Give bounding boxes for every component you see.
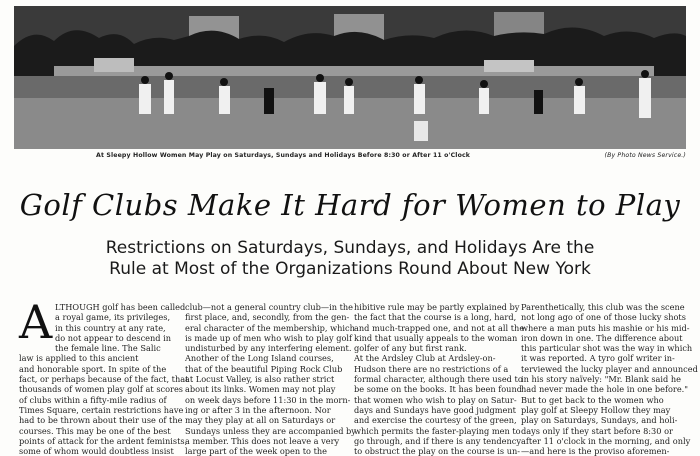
text-line: is made up of men who wish to play golf: [185, 332, 353, 343]
text-line: may they play at all on Saturdays or: [185, 415, 336, 426]
text-line: after 11 o'clock in the morning, and only: [521, 435, 691, 446]
text-line: a royal game, its privileges,: [55, 312, 171, 323]
text-line: be some on the books. It has been found: [354, 384, 522, 395]
text-line: But to get back to the women who: [521, 394, 664, 405]
text-line: fact, or perhaps because of the fact, that: [19, 374, 189, 385]
article-column-3: [354, 302, 525, 456]
text-line: undisturbed by any interfering element.: [185, 343, 352, 354]
text-line: about its links. Women may not play: [185, 384, 336, 395]
text-line: golfer of any but first rank.: [354, 343, 467, 354]
text-line: of clubs within a fifty-mile radius of: [19, 394, 167, 405]
text-line: the female line. The Salic: [55, 343, 161, 354]
text-line: eral character of the membership, which: [185, 322, 355, 333]
photo-illustration: [14, 6, 686, 149]
text-line: some of whom would doubtless insist: [19, 446, 174, 456]
text-line: law is applied to this ancient: [19, 353, 139, 364]
text-line: where a man puts his mashie or his mid-: [521, 322, 690, 333]
subheadline: [60, 238, 640, 280]
text-line: play golf at Sleepy Hollow they may: [521, 404, 671, 415]
subhead-line: Restrictions on Saturdays, Sundays, and Holidays Are the: [105, 238, 595, 258]
text-line: At the Ardsley Club at Ardsley-on-: [354, 353, 496, 364]
text-line: days and Sundays have good judgment: [354, 404, 516, 415]
text-line: days only if they start before 8:30 or: [521, 425, 673, 436]
subhead-line: Rule at Most of the Organizations Round About New York: [109, 259, 591, 279]
text-line: Another of the Long Island courses,: [185, 353, 334, 364]
text-line: which permits the faster-playing men to: [354, 425, 521, 436]
text-line: ing or after 3 in the afternoon. Nor: [185, 404, 331, 415]
text-line: LTHOUGH golf has been called: [55, 302, 186, 312]
text-line: hibitive rule may be partly explained by: [354, 302, 520, 312]
text-line: formal character, although there used to: [354, 374, 523, 385]
article-column-4: [521, 302, 698, 456]
text-line: it was reported. A tyro golf writer in-: [521, 353, 675, 364]
golf-course-photo: [14, 6, 686, 149]
text-line: a member. This does not leave a very: [185, 435, 340, 446]
caption-credit: (By Photo News Service.): [604, 152, 686, 159]
text-line: —and here is the proviso aforemen-: [521, 446, 670, 456]
text-line: iron down in one. The difference about: [521, 332, 683, 343]
text-line: terviewed the lucky player and announced: [521, 363, 698, 374]
text-line: and exercise the courtesy of the green,: [354, 415, 517, 426]
text-line: club—not a general country club—in the: [185, 302, 354, 312]
text-line: on week days before 11:30 in the morn-: [185, 394, 351, 405]
text-line: in his story naïvely: "Mr. Blank said he: [521, 374, 681, 385]
text-line: had to be thrown about their use of the: [19, 415, 183, 426]
article-column-1: [19, 295, 189, 456]
text-line: large part of the week open to the: [185, 446, 327, 456]
text-line: had never made the hole in one before.": [521, 384, 689, 395]
headline: Golf Clubs Make It Hard for Women to Play: [19, 188, 681, 222]
article-column-2: [185, 302, 356, 456]
text-line: go through, and if there is any tendency: [354, 435, 521, 446]
text-line: in this country at any rate,: [55, 322, 166, 333]
text-line: Parenthetically, this club was the scene: [521, 302, 685, 312]
text-line: and much-trapped one, and not at all the: [354, 322, 525, 333]
text-line: first place, and, secondly, from the gen-: [185, 312, 350, 323]
text-line: Times Square, certain restrictions have: [19, 404, 184, 415]
text-line: do not appear to descend in: [55, 332, 172, 343]
text-line: to obstruct the play on the course is un-: [354, 446, 521, 456]
text-line: and honorable sport. In spite of the: [19, 363, 167, 374]
text-line: points of attack for the ardent feminists,: [19, 435, 188, 446]
text-line: Sundays unless they are accompanied by: [185, 425, 356, 436]
text-line: this particular shot was the way in which: [521, 343, 693, 354]
text-line: that women who wish to play on Satur-: [354, 394, 517, 405]
text-line: at Locust Valley, is also rather strict: [185, 374, 335, 385]
text-line: not long ago of one of those lucky shots: [521, 312, 686, 323]
text-line: play on Saturdays, Sundays, and holi-: [521, 415, 678, 426]
text-line: courses. This may be one of the best: [19, 425, 171, 436]
text-line: kind that usually appeals to the woman: [354, 332, 518, 343]
text-line: Hudson there are no restrictions of a: [354, 363, 509, 374]
photo-caption: [96, 152, 686, 162]
caption-text: At Sleepy Hollow Women May Play on Saturdays, Sundays and Holidays Before 8:30 or After 11 o'Clock: [96, 152, 471, 159]
text-line: that of the beautiful Piping Rock Club: [185, 363, 343, 374]
text-line: the fact that the course is a long, hard,: [354, 312, 517, 323]
drop-cap: A: [19, 295, 53, 349]
text-line: thousands of women play golf at scores: [19, 384, 183, 395]
